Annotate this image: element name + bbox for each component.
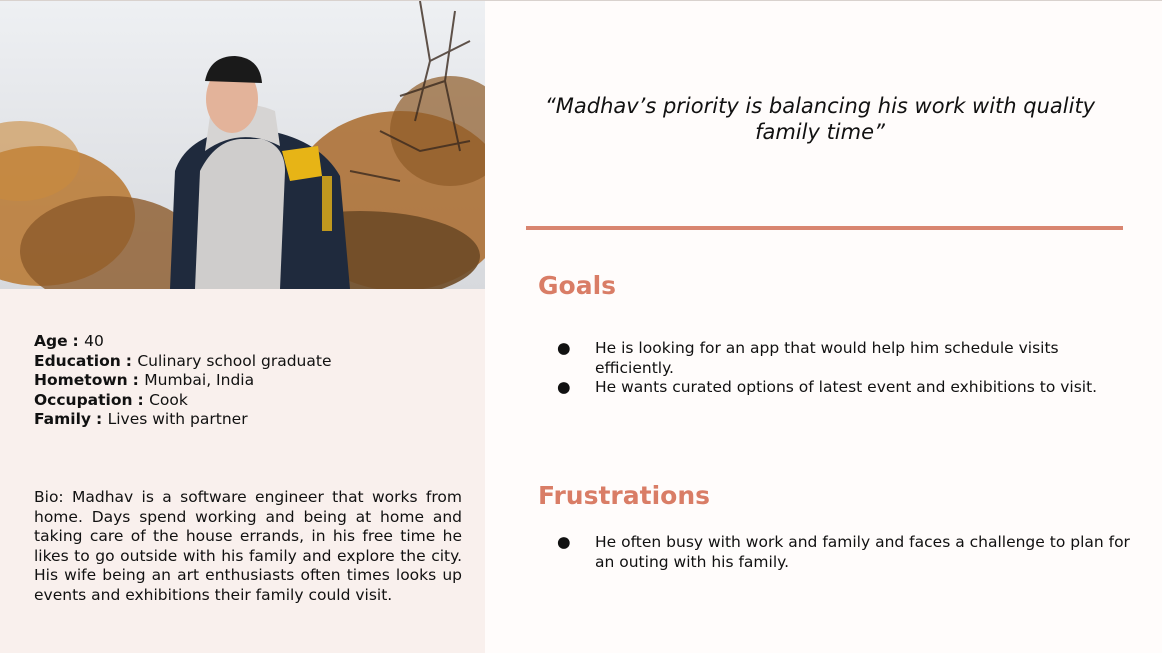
fact-value: Mumbai, India — [144, 371, 255, 389]
fact-hometown — [34, 371, 332, 391]
left-panel — [0, 1, 485, 653]
persona-facts — [34, 332, 332, 430]
bullet-icon: ● — [557, 378, 571, 396]
fact-label: Occupation — [34, 390, 133, 409]
fact-value: Lives with partner — [107, 410, 248, 428]
fact-separator: : — [95, 410, 103, 428]
goal-text: He wants curated options of latest event and exhibitions to visit. — [595, 378, 1098, 396]
fact-age — [34, 332, 332, 352]
fact-label: Family — [34, 410, 92, 428]
frustration-text: He often busy with work and family and faces a challenge to plan for an outing with his family. — [595, 533, 1130, 571]
frustrations-title: Frustrations — [538, 481, 711, 510]
fact-occupation — [34, 391, 332, 411]
persona-quote: “Madhav’s priority is balancing his work with quality family time” — [544, 94, 1096, 144]
frustrations-list — [557, 533, 1137, 572]
list-item — [557, 378, 1137, 398]
fact-label: Age — [34, 332, 68, 350]
goals-title: Goals — [538, 271, 617, 300]
fact-label: Education — [34, 351, 121, 370]
fact-value: 40 — [84, 332, 104, 350]
goal-text: He is looking for an app that would help him schedule visits efficiently. — [595, 339, 1059, 377]
list-item — [557, 339, 1137, 378]
fact-separator: : — [132, 371, 139, 389]
fact-value: Culinary school graduate — [137, 351, 332, 370]
fact-separator: : — [137, 390, 144, 409]
persona-photo — [0, 1, 485, 289]
bullet-icon: ● — [557, 533, 571, 551]
fact-separator: : — [72, 332, 79, 350]
bullet-icon: ● — [557, 339, 571, 357]
fact-family — [34, 410, 332, 430]
fact-education — [34, 352, 332, 372]
fact-label: Hometown — [34, 371, 128, 389]
fact-value: Cook — [149, 390, 188, 409]
goals-list — [557, 339, 1137, 398]
persona-bio: Bio: Madhav is a software engineer that works from home. Days spend working and being at home and taking care of the house errands, in his free time he likes to go outside with his family and explore the city. His wife being an art enthusiasts often times looks up events and exhibitions their family could visit. — [34, 488, 462, 604]
section-divider — [526, 226, 1123, 230]
fact-separator: : — [125, 351, 132, 370]
list-item — [557, 533, 1137, 572]
